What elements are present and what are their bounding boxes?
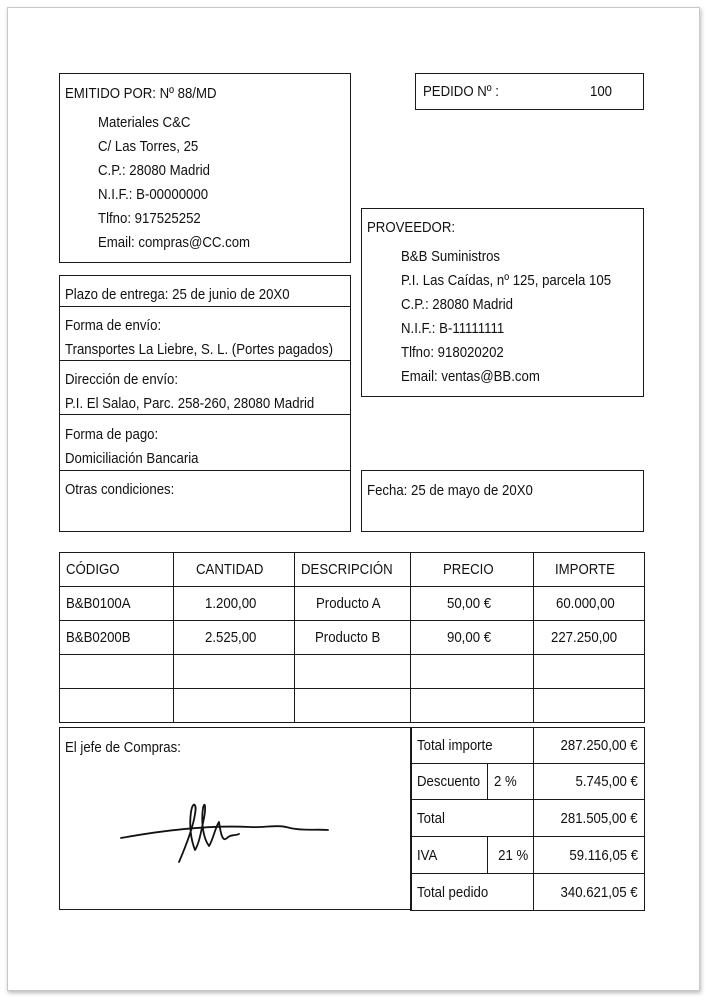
header-code: CÓDIGO <box>60 553 174 587</box>
shipping-address-label: Dirección de envío: <box>65 371 178 388</box>
header-quantity: CANTIDAD <box>174 553 295 587</box>
shipping-method-value: Transportes La Liebre, S. L. (Portes pagados) <box>65 341 334 358</box>
iva-value: 59.116,05 € <box>534 837 645 874</box>
order-number-value: 100 <box>590 83 613 100</box>
supplier-name: B&B Suministros <box>401 248 501 265</box>
shipping-method-label: Forma de envío: <box>65 317 162 334</box>
cell-code: B&B0100A <box>60 587 174 621</box>
cell-price: 50,00 € <box>411 587 534 621</box>
supplier-address: P.I. Las Caídas, nº 125, parcela 105 <box>401 272 612 289</box>
supplier-nif: N.I.F.: B-11111111 <box>401 320 505 337</box>
shipping-address-value: P.I. El Salao, Parc. 258-260, 28080 Madrid <box>65 395 315 412</box>
cell-code: B&B0200B <box>60 621 174 655</box>
issuer-phone: Tlfno: 917525252 <box>98 210 201 227</box>
supplier-box <box>361 208 644 397</box>
conditions-box <box>59 275 351 532</box>
discount-value: 5.745,00 € <box>534 764 645 800</box>
cell-description: Producto B <box>295 621 411 655</box>
total-pedido-value: 340.621,05 € <box>534 874 645 911</box>
cell-amount: 60.000,00 <box>534 587 645 621</box>
iva-label: IVA <box>411 837 488 874</box>
divider <box>60 470 350 471</box>
signature-box <box>59 727 412 910</box>
table-row-empty <box>60 689 645 723</box>
issuer-nif: N.I.F.: B-00000000 <box>98 186 209 203</box>
table-header-row <box>60 553 645 587</box>
payment-label: Forma de pago: <box>65 426 159 443</box>
table-row <box>60 621 645 655</box>
issuer-postal: C.P.: 28080 Madrid <box>98 162 211 179</box>
signature-image <box>115 778 355 878</box>
cell-amount: 227.250,00 <box>534 621 645 655</box>
totals-table <box>410 727 645 911</box>
order-number-box <box>415 73 644 110</box>
totals-row <box>411 764 645 800</box>
cell-price: 90,00 € <box>411 621 534 655</box>
totals-row <box>411 800 645 837</box>
divider <box>60 306 350 307</box>
cell-description: Producto A <box>295 587 411 621</box>
supplier-phone: Tlfno: 918020202 <box>401 344 504 361</box>
discount-label: Descuento <box>411 764 488 800</box>
order-number-label: PEDIDO Nº : <box>423 83 499 100</box>
total-pedido-label: Total pedido <box>411 874 534 911</box>
total-label: Total <box>411 800 534 837</box>
total-importe-value: 287.250,00 € <box>534 728 645 764</box>
issuer-email: Email: compras@CC.com <box>98 234 251 251</box>
items-table <box>59 552 645 723</box>
delivery-term: Plazo de entrega: 25 de junio de 20X0 <box>65 286 290 303</box>
discount-percent: 2 % <box>488 764 534 800</box>
total-value: 281.505,00 € <box>534 800 645 837</box>
iva-percent: 21 % <box>488 837 534 874</box>
table-row <box>60 587 645 621</box>
header-price: PRECIO <box>411 553 534 587</box>
header-description: DESCRIPCIÓN <box>295 553 411 587</box>
totals-row <box>411 837 645 874</box>
cell-quantity: 1.200,00 <box>174 587 295 621</box>
order-date: Fecha: 25 de mayo de 20X0 <box>367 482 533 499</box>
payment-value: Domiciliación Bancaria <box>65 450 199 467</box>
issuer-box <box>59 73 351 263</box>
issuer-name: Materiales C&C <box>98 114 191 131</box>
divider <box>60 360 350 361</box>
cell-quantity: 2.525,00 <box>174 621 295 655</box>
signature-label: El jefe de Compras: <box>65 739 181 756</box>
supplier-postal: C.P.: 28080 Madrid <box>401 296 514 313</box>
divider <box>60 414 350 415</box>
date-box <box>361 470 644 532</box>
supplier-email: Email: ventas@BB.com <box>401 368 540 385</box>
table-row-empty <box>60 655 645 689</box>
supplier-header: PROVEEDOR: <box>367 219 456 236</box>
other-conditions-label: Otras condiciones: <box>65 481 175 498</box>
issuer-header: EMITIDO POR: Nº 88/MD <box>65 85 217 102</box>
totals-row <box>411 728 645 764</box>
total-importe-label: Total importe <box>411 728 534 764</box>
totals-row <box>411 874 645 911</box>
issuer-address: C/ Las Torres, 25 <box>98 138 199 155</box>
header-amount: IMPORTE <box>534 553 645 587</box>
